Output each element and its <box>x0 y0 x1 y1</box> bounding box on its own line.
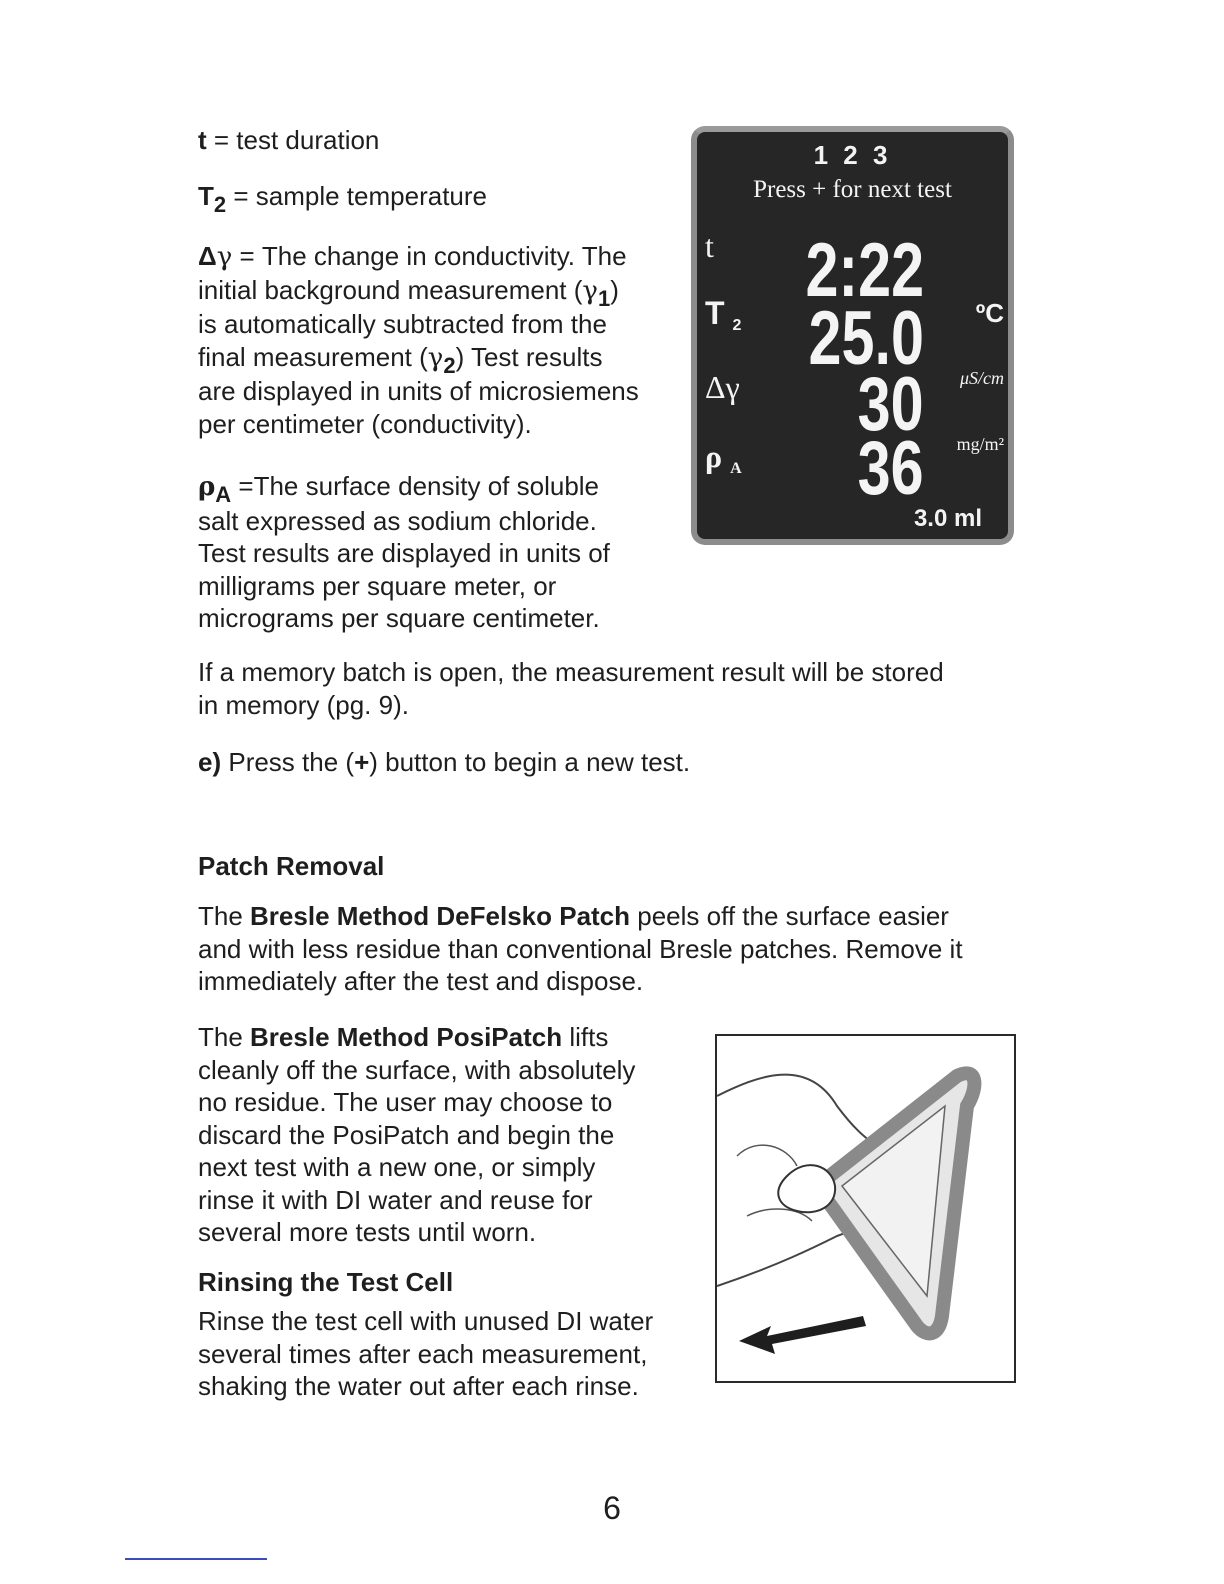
display-value-rho: 36 <box>858 426 924 511</box>
rinsing-paragraph: Rinse the test cell with unused DI water several times after each measurement, shaking the water out after each rinse. <box>198 1306 654 1401</box>
step-e: e) Press the (+) button to begin a new test. <box>198 747 691 777</box>
footer-rule <box>125 1558 267 1560</box>
display-volume: 3.0 ml <box>913 505 982 532</box>
thumb <box>778 1165 835 1212</box>
patch-peel-drawing <box>717 1036 1014 1381</box>
test-numbers: 1 2 3 <box>813 140 892 170</box>
display-unit-rho: mg/m² <box>956 434 1004 454</box>
def-t2: $T_2$ = sample temperature <box>198 181 487 217</box>
patch-removal-paragraph-1: The Bresle Method DeFelsko Patch peels off the surface easier and with less residue than conventional Bresle patches. Remove it immediately after the test and dispose. <box>198 901 963 996</box>
next-test-prompt: Press + for next test <box>753 176 952 203</box>
def-delta-gamma: Δγ = The change in conductivity. The initial background measurement $(\gamma_1)$ is automatically subtracted from the final measurement $(\gamma_2)$ Test results are displayed in units of microsiemens per centimeter (conductivity). <box>198 241 639 439</box>
display-label-t: t <box>705 228 714 264</box>
display-label-rho: ρ A <box>705 438 742 477</box>
display-unit-cond: μS/cm <box>959 368 1004 388</box>
gauge-display-image <box>691 126 1014 545</box>
patch-removal-heading: Patch Removal <box>198 851 385 881</box>
def-t: t = test duration <box>198 125 380 155</box>
patch-removal-illustration <box>715 1034 1016 1383</box>
display-value-temp: 25.0 <box>808 296 924 381</box>
rinsing-heading: Rinsing the Test Cell <box>198 1267 454 1297</box>
display-value-t: 2:22 <box>805 228 924 313</box>
page-number: 6 <box>603 1490 621 1526</box>
patch-removal-paragraph-2: The Bresle Method PosiPatch lifts cleanly off the surface, with absolutely no residue. The user may choose to discard the PosiPatch and begin the next test with a new one, or simply rinse it with DI water and reuse for several more tests until worn. <box>198 1022 636 1247</box>
display-unit-temp: ºC <box>975 298 1004 328</box>
arrow-left-icon <box>739 1316 866 1354</box>
memory-note: If a memory batch is open, the measurement result will be stored in memory (pg. 9). <box>198 657 944 720</box>
display-value-cond: 30 <box>858 362 924 447</box>
display-label-cond: Δγ <box>705 369 740 405</box>
display-label-temp: T 2 <box>705 295 742 334</box>
def-rho: $\rho_A =The$ surface density of soluble salt expressed as sodium chloride. Test results are displayed in units of milligrams per square meter, or micrograms per square centimeter. <box>198 471 610 633</box>
